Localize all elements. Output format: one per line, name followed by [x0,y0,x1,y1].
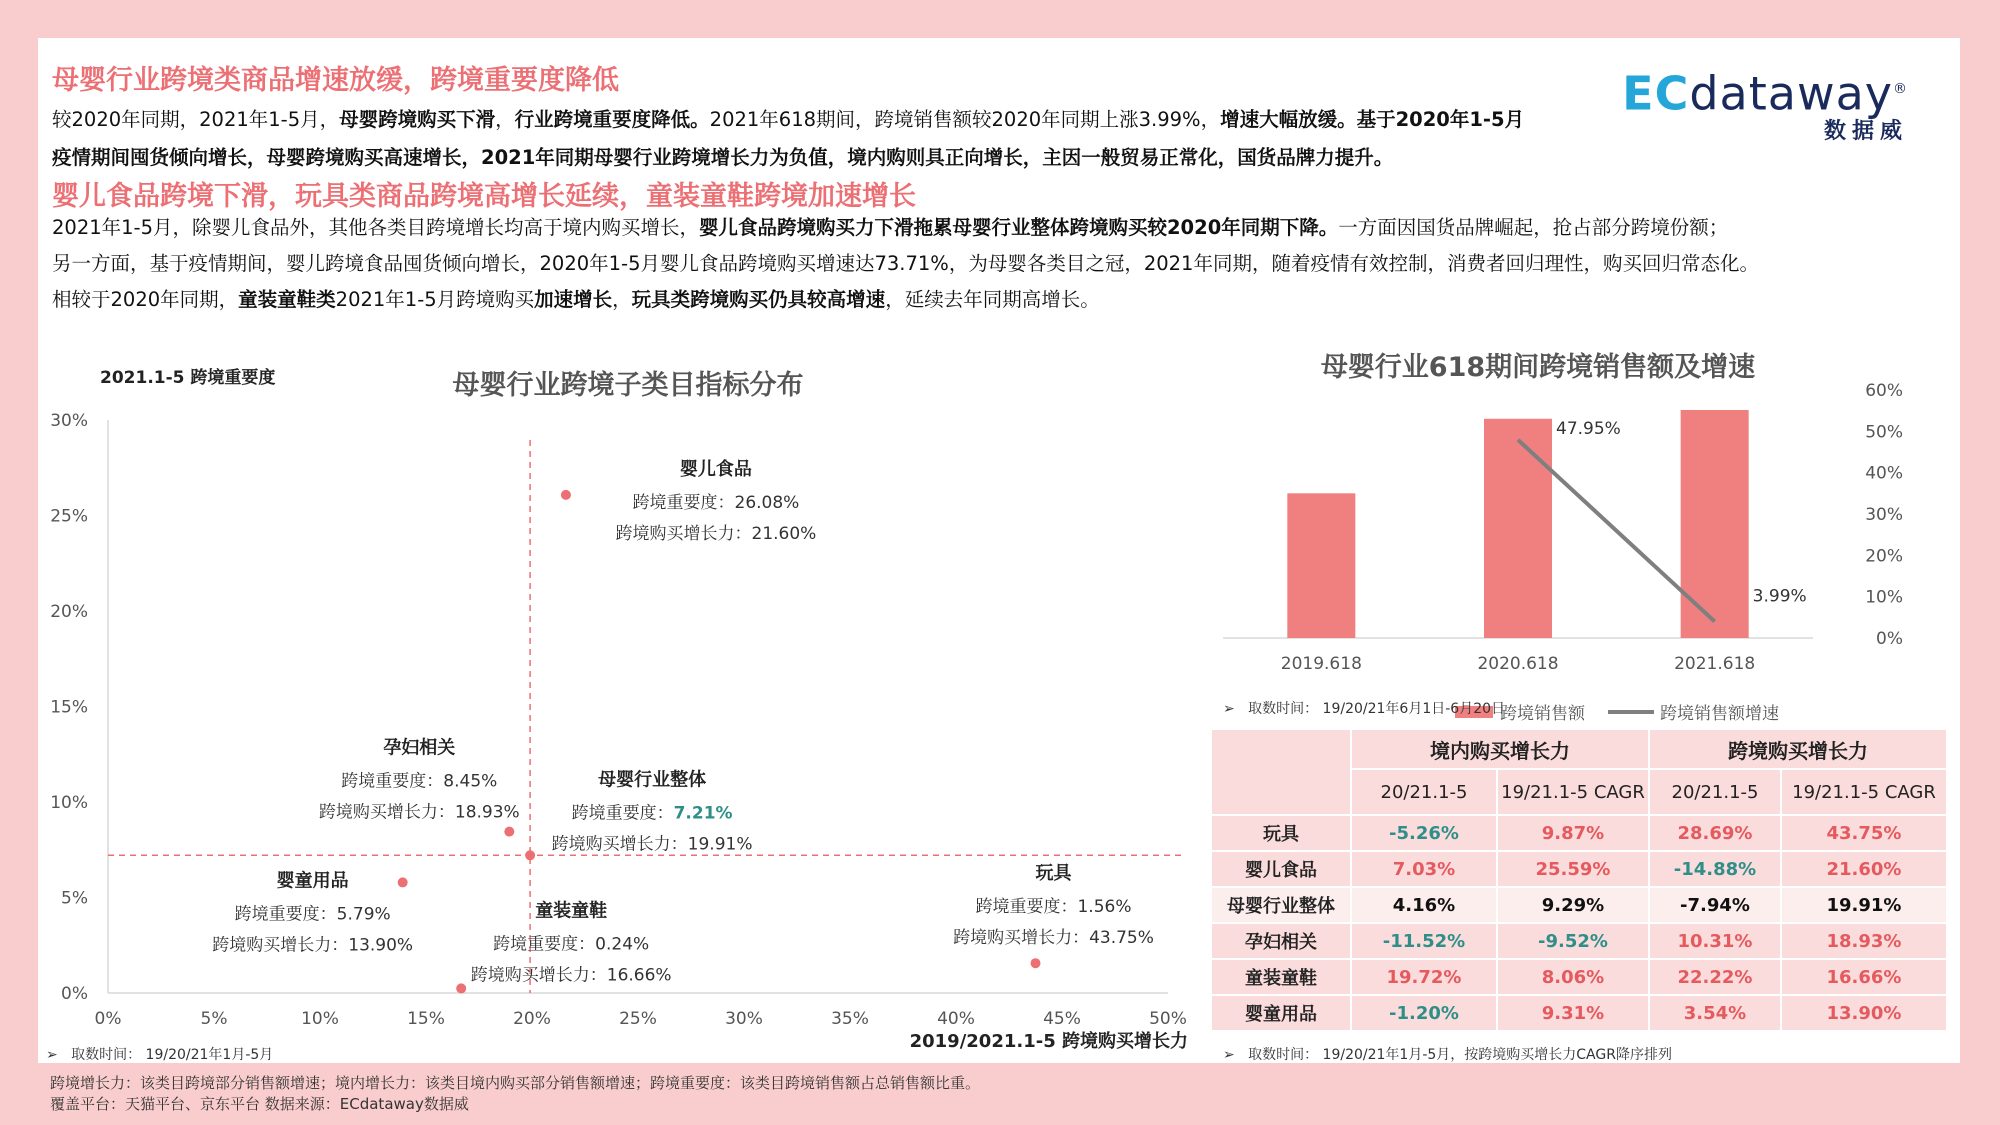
report-card [38,38,1960,1063]
table-cell: 9.31% [1497,995,1649,1031]
table-row [1211,995,1947,1031]
text-run: 母婴跨境购买下滑 [339,108,496,131]
header-crossborder-growth: 跨境购买增长力 [1649,729,1947,769]
x-tick-label: 0% [94,1009,122,1029]
col-header: 20/21.1-5 [1351,769,1497,815]
point-name-label: 童装童鞋 [535,900,608,922]
table-cell: -11.52% [1351,923,1497,959]
x-tick-label: 40% [937,1009,975,1029]
point-importance-label: 跨境重要度：26.08% [632,492,800,513]
section2-title: 婴儿食品跨境下滑，玩具类商品跨境高增长延续，童装童鞋跨境加速增长 [52,181,916,212]
table-cell: 13.90% [1781,995,1947,1031]
table-source-note: ➢ 取数时间： 19/20/21年1月-5月，按跨境购买增长力CAGR降序排列 [1223,1047,1672,1063]
sales-bar [1484,419,1552,638]
scatter-chart [38,328,1208,1052]
row-category-name: 玩具 [1211,815,1351,851]
header-domestic-growth: 境内购买增长力 [1351,729,1649,769]
row-category-name: 母婴行业整体 [1211,887,1351,923]
x-tick-label: 45% [1043,1009,1081,1029]
growth-data-label: 3.99% [1752,586,1807,607]
text-run: ， [495,108,515,131]
table-cell: 25.59% [1497,851,1649,887]
y2-tick-label: 50% [1865,422,1903,443]
bar-category-label: 2020.618 [1477,654,1559,674]
point-importance-label: 跨境重要度：7.21% [571,803,733,824]
x-axis-label: 2019/2021.1-5 跨境购买增长力 [909,1031,1188,1052]
table-cell: 22.22% [1649,959,1781,995]
x-tick-label: 15% [407,1009,445,1029]
x-tick-label: 5% [200,1009,228,1029]
point-name-label: 母婴行业整体 [598,769,707,791]
y-tick-label: 10% [50,793,88,813]
table-corner [1211,729,1351,815]
text-run: 童装童鞋类 [238,288,336,311]
section2-line1 [52,210,1728,246]
sales-bar [1681,410,1749,638]
section2-line3 [52,282,1100,318]
col-header: 19/21.1-5 CAGR [1781,769,1947,815]
point-growth-label: 跨境购买增长力：18.93% [318,802,520,823]
text-run: ， [612,288,632,311]
section1-title: 母婴行业跨境类商品增速放缓，跨境重要度降低 [52,65,619,96]
x-tick-label: 10% [301,1009,339,1029]
scatter-source-note: ➢ 取数时间： 19/20/21年1月-5月 [46,1047,274,1063]
table-cell: 28.69% [1649,815,1781,851]
point-growth-label: 跨境购买增长力：19.91% [551,834,753,855]
text-run: 较2020年同期，2021年1-5月， [52,108,340,131]
col-header: 19/21.1-5 CAGR [1497,769,1649,815]
point-name-label: 孕妇相关 [383,737,456,759]
section1-line1 [52,102,1524,138]
y2-tick-label: 30% [1865,505,1903,525]
y-tick-label: 15% [50,697,88,718]
scatter-point [561,490,571,500]
table-cell: 8.06% [1497,959,1649,995]
text-run: 2021年1-5月跨境购买 [335,288,535,311]
y-axis-label: 2021.1-5 跨境重要度 [100,368,276,388]
y-tick-label: 30% [50,411,88,431]
point-importance-label: 跨境重要度：8.45% [341,771,498,792]
scatter-point [1031,958,1041,968]
text-run: 疫情期间囤货倾向增长，母婴跨境购买高速增长，2021年同期母婴行业跨境增长力为负值，境内购则具正向增长，主因一般贸易正常化，国货品牌力提升。 [52,146,1394,169]
point-name-label: 玩具 [1035,863,1072,885]
table-cell: 9.87% [1497,815,1649,851]
table-cell: 7.03% [1351,851,1497,887]
y2-tick-label: 60% [1865,381,1903,401]
point-growth-label: 跨境购买增长力：16.66% [470,965,672,986]
text-run: 婴儿食品跨境购买力下滑拖累母婴行业整体跨境购买较2020年同期下降。 [698,216,1339,239]
text-run: 2021年1-5月，除婴儿食品外，其他各类目跨境增长均高于境内购买增长， [52,216,699,239]
legend-line-label: 跨境销售额增速 [1660,704,1779,724]
bar-category-label: 2019.618 [1280,654,1362,674]
y-tick-label: 5% [61,888,88,909]
table-row [1211,887,1947,923]
point-name-label: 婴童用品 [276,870,349,892]
table-cell: -1.20% [1351,995,1497,1031]
bar-source-note: ➢ 取数时间： 19/20/21年6月1日-6月20日 [1223,701,1506,717]
bar-category-label: 2021.618 [1674,654,1756,674]
y-tick-label: 25% [50,506,88,527]
table-cell: 19.91% [1781,887,1947,923]
table-cell: -9.52% [1497,923,1649,959]
x-tick-label: 20% [513,1009,551,1029]
y-tick-label: 0% [61,984,88,1004]
row-category-name: 孕妇相关 [1211,923,1351,959]
table-row [1211,959,1947,995]
table-cell: 21.60% [1781,851,1947,887]
y-tick-label: 20% [50,602,88,622]
row-category-name: 童装童鞋 [1211,959,1351,995]
scatter-point [456,983,466,993]
row-category-name: 婴儿食品 [1211,851,1351,887]
growth-data-label: 47.95% [1556,418,1621,439]
text-run: 2021年618期间，跨境销售额较2020年同期上涨3.99%， [709,108,1221,131]
table-cell: 9.29% [1497,887,1649,923]
col-header: 20/21.1-5 [1649,769,1781,815]
x-tick-label: 35% [831,1009,869,1029]
text-run: 玩具类跨境购买仍具较高增速 [631,288,886,311]
row-category-name: 婴童用品 [1211,995,1351,1031]
text-run: 行业跨境重要度降低。 [514,108,710,131]
table-cell: 18.93% [1781,923,1947,959]
text-run: 一方面因国货品牌崛起，抢占部分跨境份额； [1338,216,1729,239]
point-growth-label: 跨境购买增长力：13.90% [212,935,414,956]
table-cell: 16.66% [1781,959,1947,995]
table-cell: -7.94% [1649,887,1781,923]
table-row [1211,815,1947,851]
point-growth-label: 跨境购买增长力：21.60% [615,523,817,544]
legend-bar-label: 跨境销售额 [1500,704,1585,724]
footer-definitions: 跨境增长力：该类目跨境部分销售额增速；境内增长力：该类目境内购买部分销售额增速；跨境重要度：该类目跨境销售额占总销售额比重。 [50,1074,981,1092]
scatter-title: 母婴行业跨境子类目指标分布 [452,370,804,401]
table-cell: 3.54% [1649,995,1781,1031]
scatter-point [398,877,408,887]
point-importance-label: 跨境重要度：0.24% [493,934,650,955]
x-tick-label: 50% [1149,1009,1187,1029]
text-run: 相较于2020年同期， [52,288,239,311]
text-run: ，延续去年同期高增长。 [885,288,1100,311]
scatter-point [504,827,514,837]
y2-tick-label: 40% [1865,463,1903,484]
table-cell: 10.31% [1649,923,1781,959]
ecdataway-logo: ECdataway® 数据威 [1622,66,1908,145]
table-cell: 4.16% [1351,887,1497,923]
point-importance-label: 跨境重要度：5.79% [234,904,391,925]
table-cell: -14.88% [1649,851,1781,887]
sales-bar [1287,493,1355,638]
text-run: 增速大幅放缓。基于2020年1-5月 [1220,108,1525,131]
bar-chart-title: 母婴行业618期间跨境销售额及增速 [1320,352,1756,383]
y2-tick-label: 10% [1865,587,1903,608]
y2-tick-label: 0% [1876,629,1903,649]
table-cell: 43.75% [1781,815,1947,851]
bar-line-chart [1208,328,1960,728]
section2-line2 [52,246,1759,282]
growth-comparison-table [1210,728,1948,1032]
x-tick-label: 25% [619,1009,657,1029]
point-growth-label: 跨境购买增长力：43.75% [953,928,1154,949]
scatter-point [525,850,535,860]
point-importance-label: 跨境重要度：1.56% [975,897,1132,918]
point-name-label: 婴儿食品 [679,458,752,480]
y2-tick-label: 20% [1865,546,1903,567]
table-row [1211,923,1947,959]
text-run: 加速增长 [534,288,613,311]
table-row [1211,851,1947,887]
table-cell: -5.26% [1351,815,1497,851]
section1-line2 [52,140,1393,176]
text-run: 另一方面，基于疫情期间，婴儿跨境食品囤货倾向增长，2020年1-5月婴儿食品跨境购买增速达73.71%，为母婴各类目之冠，2021年同期，随着疫情有效控制，消费者回归理性，购买回归常态化。 [52,252,1759,275]
footer-platforms-source: 覆盖平台：天猫平台、京东平台 数据来源：ECdataway数据威 [50,1095,469,1113]
table-cell: 19.72% [1351,959,1497,995]
x-tick-label: 30% [725,1009,763,1029]
